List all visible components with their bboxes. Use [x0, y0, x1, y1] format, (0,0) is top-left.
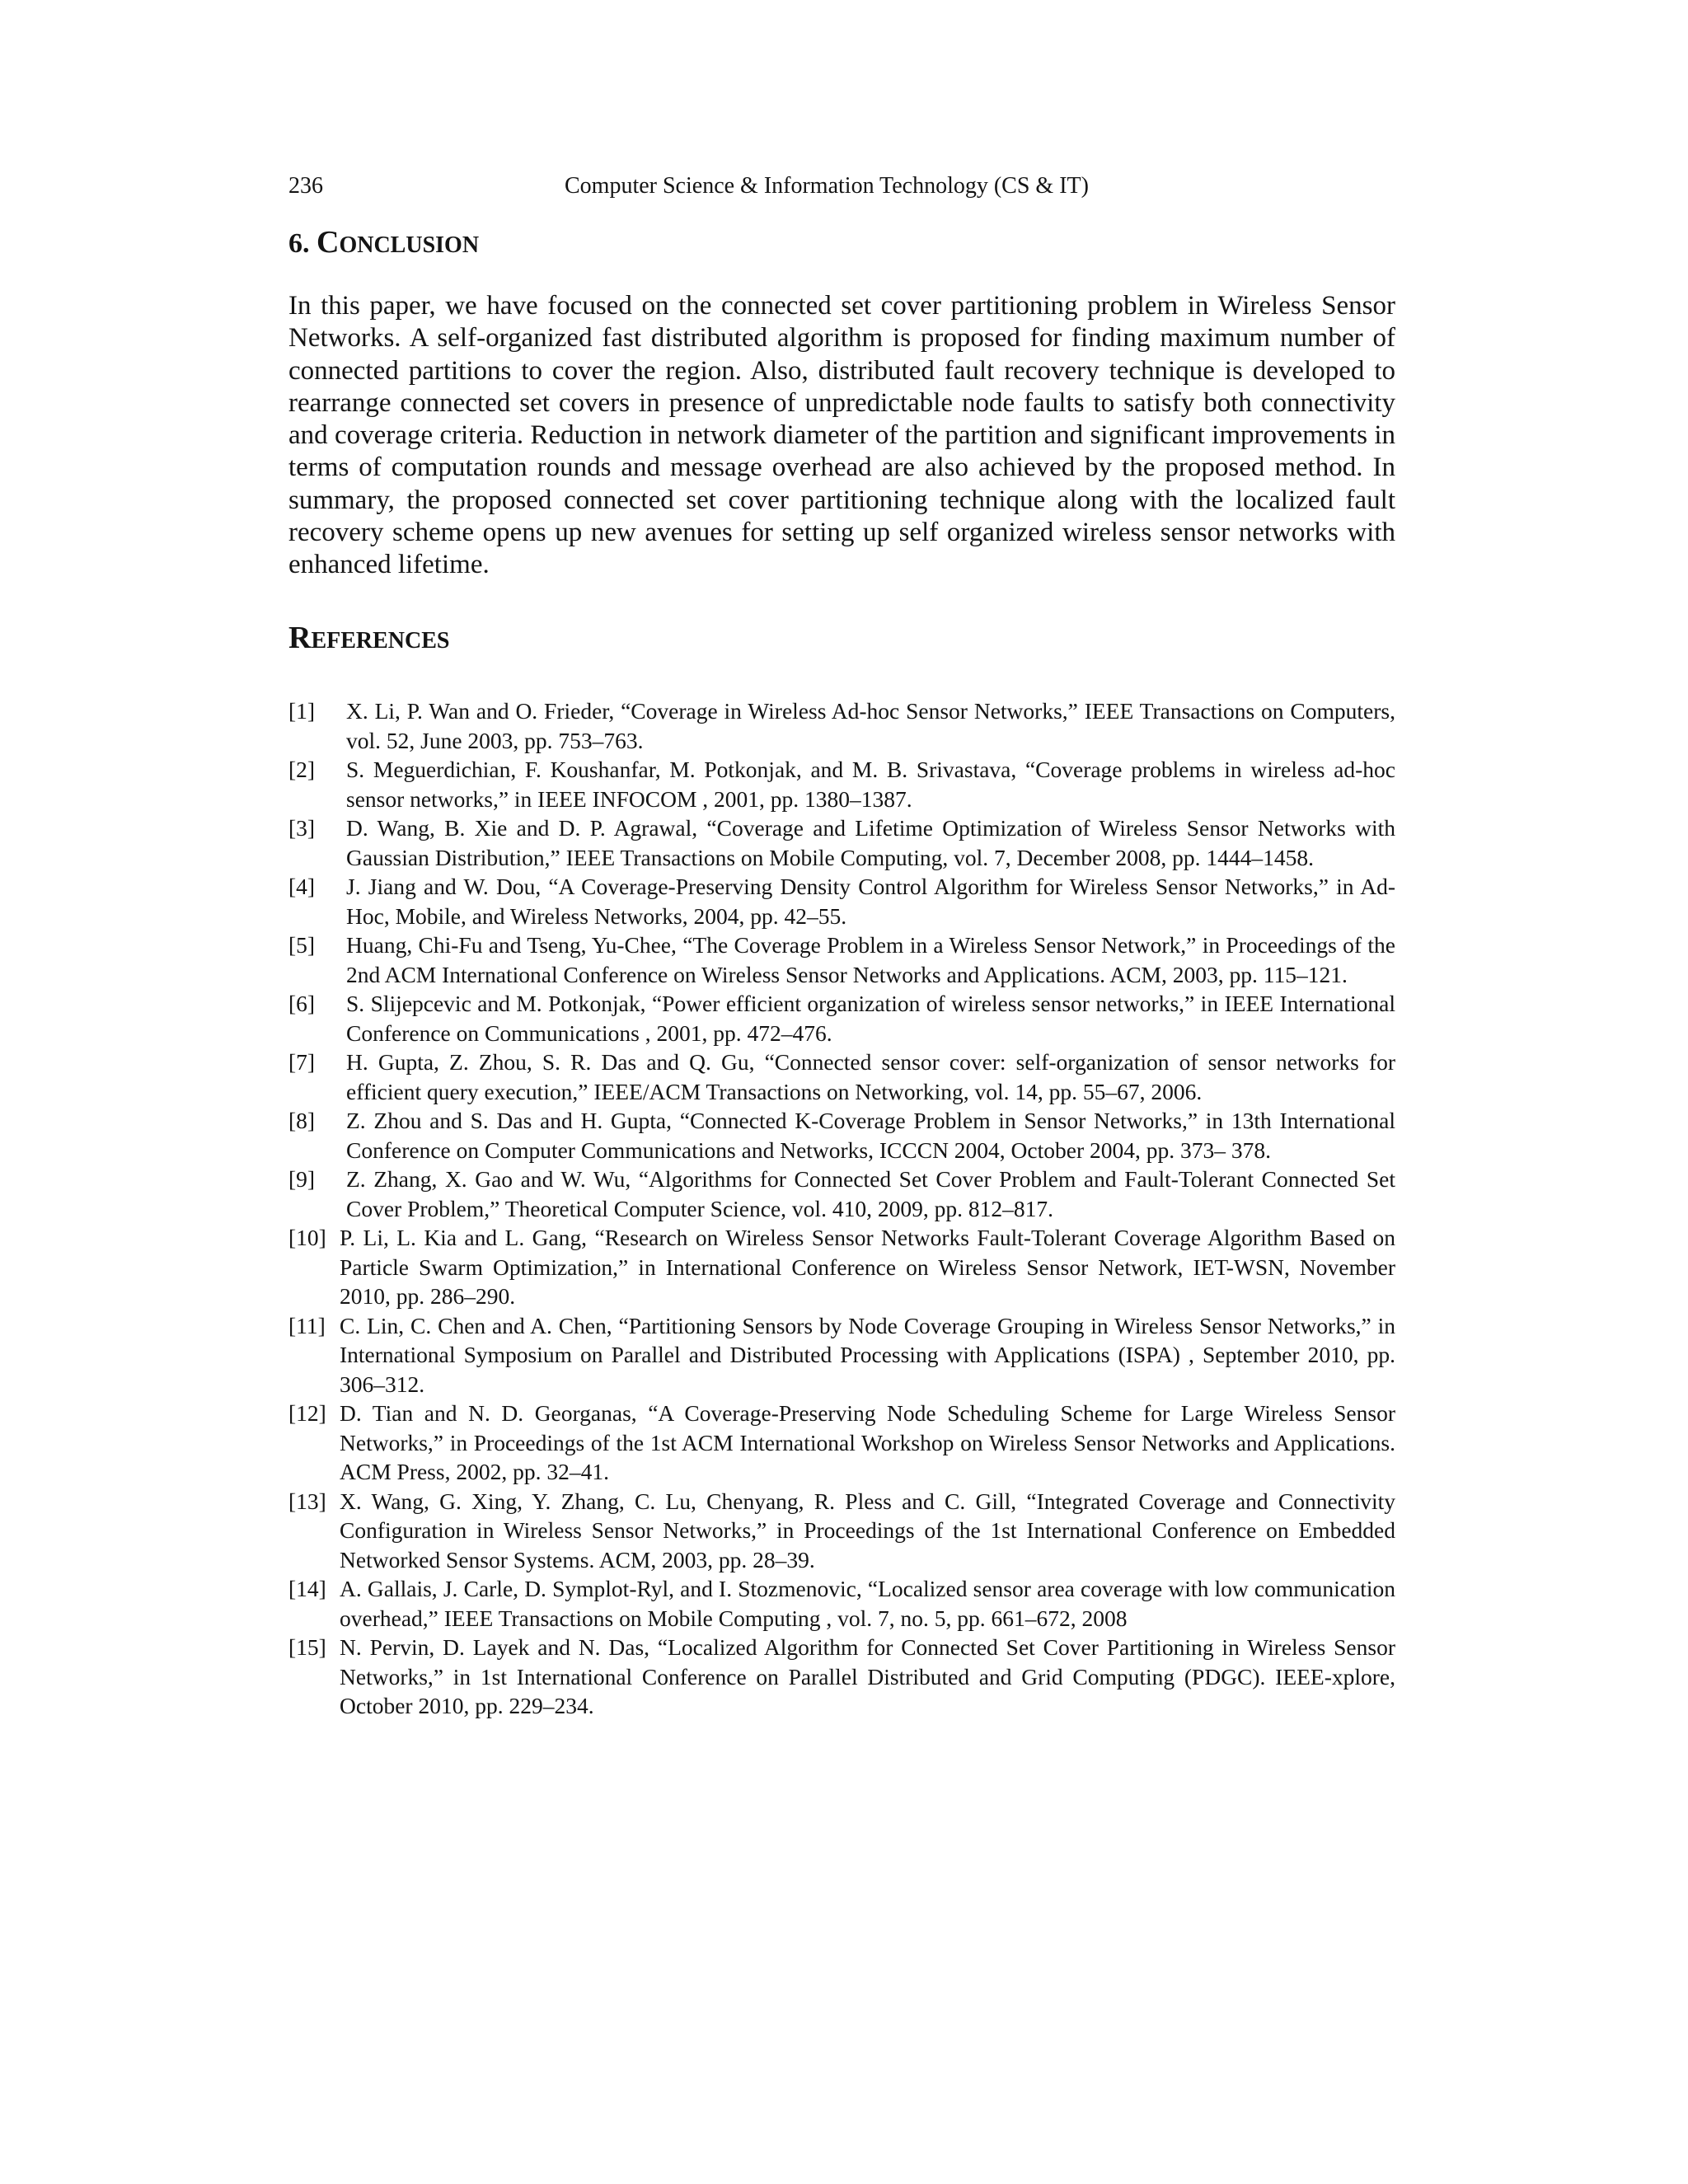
reference-text: D. Tian and N. D. Georganas, “A Coverage-Preserving Node Scheduling Scheme for Large Wireless Sensor Networks,” in Proceedings of the 1st ACM International Workshop on Wireless Sensor Networks and Applications. ACM Press, 2002, pp. 32–41. [340, 1400, 1395, 1484]
reference-text: X. Li, P. Wan and O. Frieder, “Coverage in Wireless Ad-hoc Sensor Networks,” IEEE Transactions on Computers, vol. 52, June 2003, pp. 753–763. [346, 698, 1395, 753]
journal-title: Computer Science & Information Technology (CS & IT) [565, 173, 1089, 199]
running-header [288, 170, 1395, 203]
references-heading-initial: R [288, 621, 312, 655]
reference-item [288, 1165, 1395, 1223]
reference-item [288, 1223, 1395, 1311]
reference-item [288, 755, 1395, 813]
reference-number: [13] [288, 1488, 326, 1514]
reference-number: [1] [288, 698, 316, 724]
reference-text: Z. Zhou and S. Das and H. Gupta, “Connected K-Coverage Problem in Sensor Networks,” in 13th International Conference on Computer Communications and Networks, ICCCN 2004, October 2004, pp. 373– 378. [346, 1108, 1395, 1163]
reference-text: D. Wang, B. Xie and D. P. Agrawal, “Coverage and Lifetime Optimization of Wireless Sensor Networks with Gaussian Distribution,” IEEE Transactions on Mobile Computing, vol. 7, December 2008, pp. 1444–1458. [346, 815, 1395, 870]
reference-number: [12] [288, 1400, 326, 1426]
reference-item [288, 813, 1395, 872]
reference-item [288, 1487, 1395, 1575]
reference-list [288, 696, 1395, 1721]
references-heading-rest: EFERENCES [311, 628, 450, 654]
reference-item [288, 1311, 1395, 1399]
reference-item [288, 1399, 1395, 1487]
reference-item [288, 1574, 1395, 1633]
reference-text: P. Li, L. Kia and L. Gang, “Research on Wireless Sensor Networks Fault-Tolerant Coverage Algorithm Based on Particle Swarm Optimization,” in International Conference on Wireless Sensor Network, IET-WSN, November 2010, pp. 286–290. [340, 1225, 1395, 1309]
reference-number: [5] [288, 932, 316, 958]
reference-number: [7] [288, 1049, 316, 1075]
reference-text: A. Gallais, J. Carle, D. Symplot-Ryl, and I. Stozmenovic, “Localized sensor area coverage with low communication overhead,” IEEE Transactions on Mobile Computing , vol. 7, no. 5, pp. 661–672, 2008 [340, 1576, 1395, 1631]
reference-text: Huang, Chi-Fu and Tseng, Yu-Chee, “The Coverage Problem in a Wireless Sensor Network,” in Proceedings of the 2nd ACM International Conference on Wireless Sensor Networks and Applications. ACM, 2003, pp. 115–121. [346, 932, 1395, 987]
reference-text: J. Jiang and W. Dou, “A Coverage-Preserving Density Control Algorithm for Wireless Sensor Networks,” in Ad-Hoc, Mobile, and Wireless Networks, 2004, pp. 42–55. [346, 874, 1395, 929]
reference-text: C. Lin, C. Chen and A. Chen, “Partitioning Sensors by Node Coverage Grouping in Wireless Sensor Networks,” in International Symposium on Parallel and Distributed Processing with Applications (ISPA) , September 2010, pp. 306–312. [340, 1312, 1395, 1397]
reference-number: [4] [288, 874, 316, 899]
page-number: 236 [288, 173, 323, 199]
reference-text: N. Pervin, D. Layek and N. Das, “Localized Algorithm for Connected Set Cover Partitioning in Wireless Sensor Networks,” in 1st International Conference on Parallel Distributed and Grid Computing (PDGC). IEEE-xplore, October 2010, pp. 229–234. [340, 1634, 1395, 1718]
reference-number: [2] [288, 757, 316, 782]
reference-text: Z. Zhang, X. Gao and W. Wu, “Algorithms for Connected Set Cover Problem and Fault-Tolerant Connected Set Cover Problem,” Theoretical Computer Science, vol. 410, 2009, pp. 812–817. [346, 1166, 1395, 1221]
reference-number: [9] [288, 1166, 316, 1192]
reference-number: [15] [288, 1634, 326, 1660]
reference-item [288, 930, 1395, 989]
conclusion-heading-prefix: 6. [288, 228, 316, 259]
reference-item [288, 696, 1395, 755]
conclusion-paragraph: In this paper, we have focused on the connected set cover partitioning problem in Wireless Sensor Networks. A self-organized fast distributed algorithm is proposed for finding maximum number of connected partitions to cover the region. Also, distributed fault recovery technique is developed to rearrange connected set covers in presence of unpredictable node faults to satisfy both connectivity and coverage criteria. Reduction in network diameter of the partition and significant improvements in terms of computation rounds and message overhead are also achieved by the proposed method. In summary, the proposed connected set cover partitioning technique along with the localized fault recovery scheme opens up new avenues for setting up self organized wireless sensor networks with enhanced lifetime. [288, 291, 1395, 580]
reference-text: S. Slijepcevic and M. Potkonjak, “Power efficient organization of wireless sensor networks,” in IEEE International Conference on Communications , 2001, pp. 472–476. [346, 991, 1395, 1046]
reference-number: [11] [288, 1312, 326, 1338]
reference-item [288, 1106, 1395, 1165]
reference-number: [14] [288, 1576, 326, 1601]
reference-number: [3] [288, 815, 316, 841]
reference-item [288, 989, 1395, 1047]
conclusion-heading-initial: C [316, 225, 340, 260]
reference-text: S. Meguerdichian, F. Koushanfar, M. Potkonjak, and M. B. Srivastava, “Coverage problems in wireless ad-hoc sensor networks,” in IEEE INFOCOM , 2001, pp. 1380–1387. [346, 757, 1395, 812]
reference-text: H. Gupta, Z. Zhou, S. R. Das and Q. Gu, “Connected sensor cover: self-organization of sensor networks for efficient query execution,” IEEE/ACM Transactions on Networking, vol. 14, pp. 55–67, 2006. [346, 1049, 1395, 1104]
reference-item [288, 1633, 1395, 1721]
reference-number: [8] [288, 1108, 316, 1133]
conclusion-heading [288, 224, 479, 264]
reference-text: X. Wang, G. Xing, Y. Zhang, C. Lu, Chenyang, R. Pless and C. Gill, “Integrated Coverage and Connectivity Configuration in Wireless Sensor Networks,” in Proceedings of the 1st International Conference on Embedded Networked Sensor Systems. ACM, 2003, pp. 28–39. [340, 1488, 1395, 1572]
reference-number: [10] [288, 1225, 326, 1250]
references-heading [288, 620, 450, 659]
reference-number: [6] [288, 991, 316, 1016]
reference-item [288, 1047, 1395, 1106]
conclusion-heading-rest: ONCLUSION [339, 232, 480, 258]
reference-item [288, 872, 1395, 930]
